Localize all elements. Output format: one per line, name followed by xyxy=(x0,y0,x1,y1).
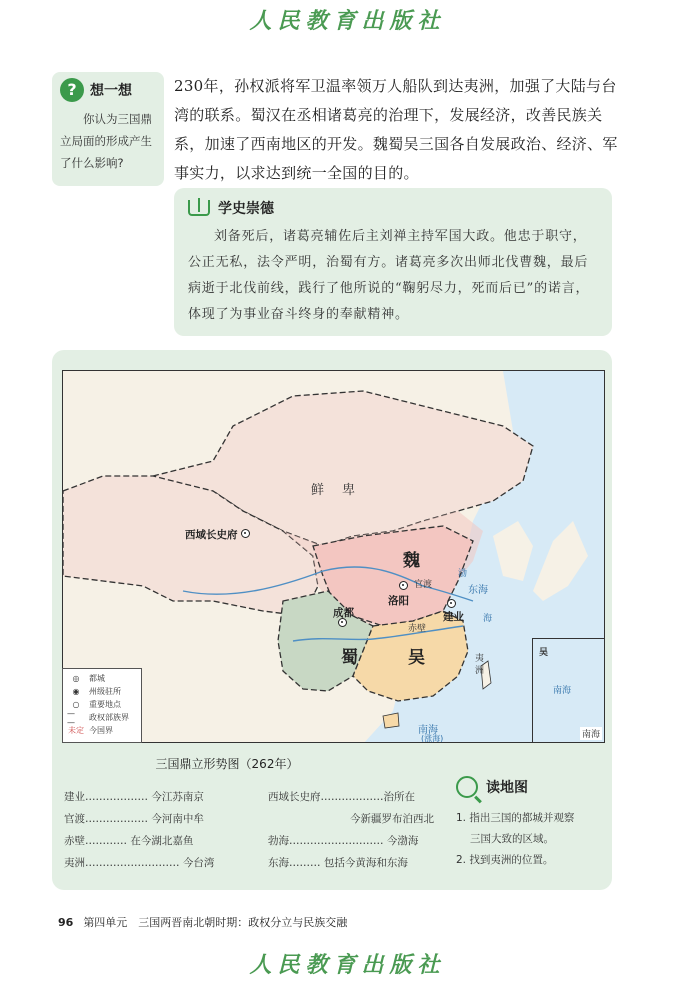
xiyu-marker xyxy=(241,529,250,538)
label-bohai: 渤 xyxy=(458,569,468,579)
luoyang-marker xyxy=(399,581,408,590)
page-number: 96 xyxy=(58,916,74,929)
read-map-title: 读地图 xyxy=(486,780,528,796)
label-yizhou: 夷洲 xyxy=(475,654,485,676)
legend-row-state-seat: ◉ 州级驻所 xyxy=(72,687,121,696)
label-xianbei: 鲜卑 xyxy=(311,483,374,498)
label-wei: 魏 xyxy=(403,551,420,571)
legend-row-capital: ◎ 都城 xyxy=(72,674,105,683)
page-footer xyxy=(58,914,347,930)
legend-row-national-border: 未定 今国界 xyxy=(68,726,113,735)
label-nanhai: 南海 xyxy=(418,725,438,736)
think-title: 想一想 xyxy=(90,83,132,99)
think-box xyxy=(52,72,164,186)
japan-land xyxy=(533,521,588,601)
label-shu: 蜀 xyxy=(341,648,358,668)
history-body: 刘备死后，诸葛亮辅佐后主刘禅主持军国大政。他忠于职守，公正无私，法令严明，治蜀有方。诸葛亮多次出师北伐曹魏，最后病逝于北伐前线，践行了他所说的“鞠躬尽力，死而后已”的诺言，体现了为事业奋斗终身的奉献精神。 xyxy=(188,229,590,322)
glossary-item: 夷洲……………………… 今台湾 xyxy=(64,857,215,869)
publisher-footer: 人民教育出版社 xyxy=(249,952,446,978)
unit-title: 第四单元 三国两晋南北朝时期：政权分立与民族交融 xyxy=(83,916,348,929)
glossary-item: 西域长史府………………治所在 xyxy=(268,791,415,803)
three-kingdoms-map xyxy=(62,370,605,743)
glossary-item: 东海……… 包括今黄海和东海 xyxy=(268,857,408,869)
history-title: 学史崇德 xyxy=(218,201,274,217)
read-map-item: 2. 找到夷洲的位置。 xyxy=(456,854,554,866)
publisher-header: 人民教育出版社 xyxy=(249,8,446,34)
label-luoyang: 洛阳 xyxy=(388,595,409,607)
glossary-item: 官渡……………… 今河南中牟 xyxy=(64,813,204,825)
book-icon xyxy=(188,200,210,216)
map-svg xyxy=(63,371,605,743)
history-box xyxy=(174,188,612,336)
map-legend xyxy=(62,668,142,743)
glossary-item: 赤壁………… 在今湖北嘉鱼 xyxy=(64,835,194,847)
inset-wu-label: 吴 xyxy=(539,648,549,658)
label-jianye: 建业 xyxy=(443,611,464,623)
label-xiyu: 西域长史府 xyxy=(185,529,238,541)
hainan-island xyxy=(383,713,399,728)
map-caption: 三国鼎立形势图（262年） xyxy=(155,757,299,771)
read-map-item: 三国大致的区域。 xyxy=(470,833,554,845)
label-nanhai-sub: (涨海) xyxy=(421,734,444,743)
inset-sea-label: 南海 xyxy=(553,686,572,696)
read-map-box xyxy=(456,776,606,871)
read-map-item: 1. 指出三国的都城并观察 xyxy=(456,812,575,824)
magnifier-icon xyxy=(456,776,478,798)
think-body: 你认为三国鼎立局面的形成产生了什么影响? xyxy=(60,112,152,170)
label-chibi: 赤壁 xyxy=(408,624,427,634)
glossary-left xyxy=(64,786,230,874)
korea-land xyxy=(493,521,533,581)
label-donghai: 东海 xyxy=(468,585,488,596)
label-haixiang: 海 xyxy=(483,614,493,624)
label-guandu: 官渡 xyxy=(414,580,433,590)
legend-row-regime-boundary: — — 政权部族界 xyxy=(67,708,129,727)
label-chengdu: 成都 xyxy=(333,607,354,619)
glossary-item: 今新疆罗布泊西北 xyxy=(350,813,434,825)
inset-caption: 南海 xyxy=(580,727,602,740)
glossary-right xyxy=(268,786,434,874)
question-icon: ? xyxy=(60,78,84,102)
south-sea-inset xyxy=(532,638,604,742)
jianye-marker xyxy=(447,599,456,608)
glossary-item: 建业……………… 今江苏南京 xyxy=(64,791,204,803)
legend-row-important-place: ○ 重要地点 xyxy=(72,700,121,709)
label-wu: 吴 xyxy=(408,648,425,668)
glossary-item: 勃海……………………… 今渤海 xyxy=(268,835,419,847)
main-paragraph: 230年，孙权派将军卫温率领万人船队到达夷洲，加强了大陆与台湾的联系。蜀汉在丞相诸葛亮的治理下，发展经济，改善民族关系，加速了西南地区的开发。魏蜀吴三国各自发展政治、经济、军事实力，以求达到统一全国的目的。 xyxy=(174,77,618,182)
